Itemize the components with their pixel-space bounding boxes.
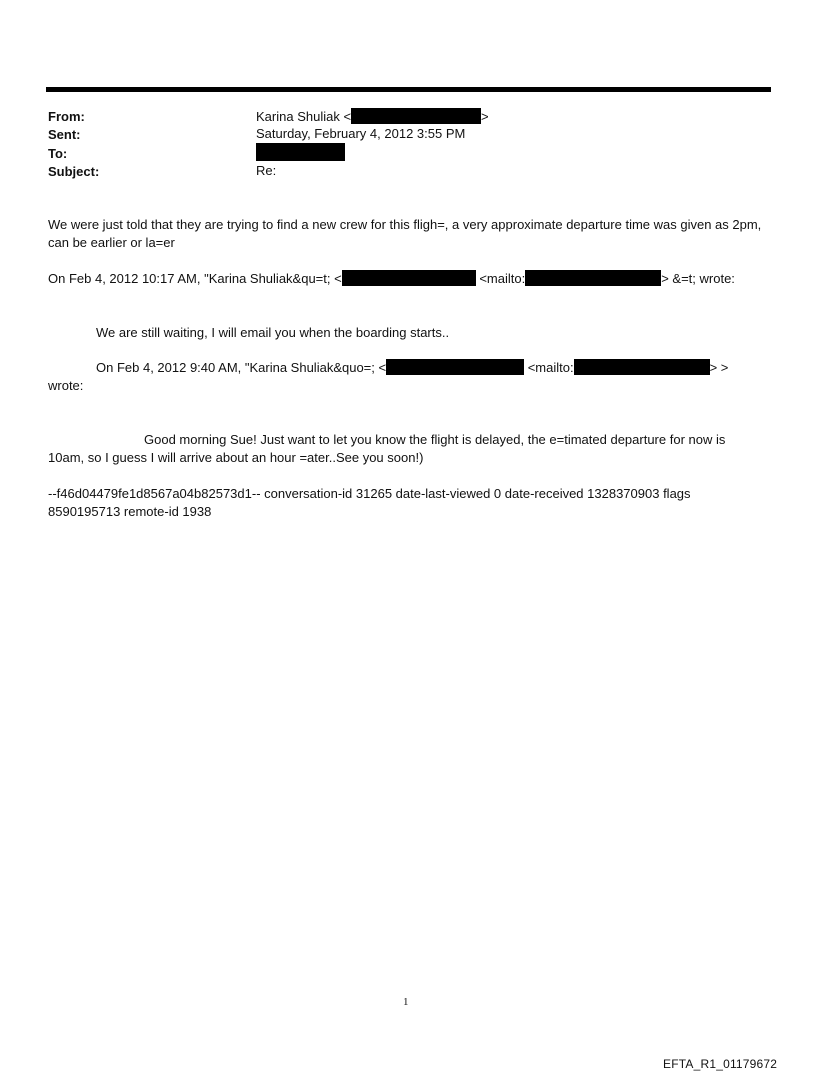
- message-paragraph: We are still waiting, I will email you when the boarding starts..: [96, 325, 450, 340]
- message-paragraph-line: Good morning Sue! Just want to let you know the flight is delayed, the e=timated departure for now is: [144, 432, 726, 447]
- quote-header-text: On Feb 4, 2012 10:17 AM, "Karina Shuliak&qu=t; <: [48, 271, 342, 286]
- quote-header-tail: > >: [709, 360, 729, 375]
- from-label: From:: [48, 109, 85, 124]
- metadata-line: 8590195713 remote-id 1938: [48, 504, 212, 519]
- from-name: Karina Shuliak <: [256, 109, 352, 124]
- sent-label: Sent:: [48, 127, 81, 142]
- quote-header-text: On Feb 4, 2012 9:40 AM, "Karina Shuliak&quo=; <: [96, 360, 387, 375]
- mailto-text: <mailto:: [475, 271, 526, 286]
- redaction-box: [342, 270, 476, 286]
- quote-header: [48, 270, 735, 288]
- subject-value: Re:: [256, 163, 277, 178]
- subject-label: Subject:: [48, 164, 100, 179]
- redaction-box: [574, 359, 710, 375]
- mailto-text: <mailto:: [524, 360, 574, 375]
- to-value: [256, 143, 345, 161]
- message-paragraph: We were just told that they are trying to find a new crew for this fligh=, a very approximate departure time was given as 2pm, can be earlier or la=er: [48, 217, 762, 250]
- quote-wrote: wrote:: [48, 378, 84, 393]
- to-label: To:: [48, 146, 68, 161]
- sent-value: Saturday, February 4, 2012 3:55 PM: [256, 126, 466, 141]
- from-value: [256, 108, 489, 124]
- document-id: EFTA_R1_01179672: [663, 1057, 778, 1071]
- redaction-box: [256, 143, 345, 161]
- message-paragraph-line: 10am, so I guess I will arrive about an hour =ater..See you soon!): [48, 450, 424, 465]
- redaction-box: [386, 359, 524, 375]
- redaction-box: [525, 270, 661, 286]
- quote-header-tail: > &=t; wrote:: [661, 271, 735, 286]
- quote-header: [96, 359, 728, 377]
- page-number: 1: [403, 996, 409, 1008]
- redaction-box: [351, 108, 481, 124]
- metadata-line: --f46d04479fe1d8567a04b82573d1-- conversation-id 31265 date-last-viewed 0 date-received 1328370903 flags: [48, 486, 691, 501]
- header-rule: [46, 87, 771, 92]
- from-close: >: [481, 109, 489, 124]
